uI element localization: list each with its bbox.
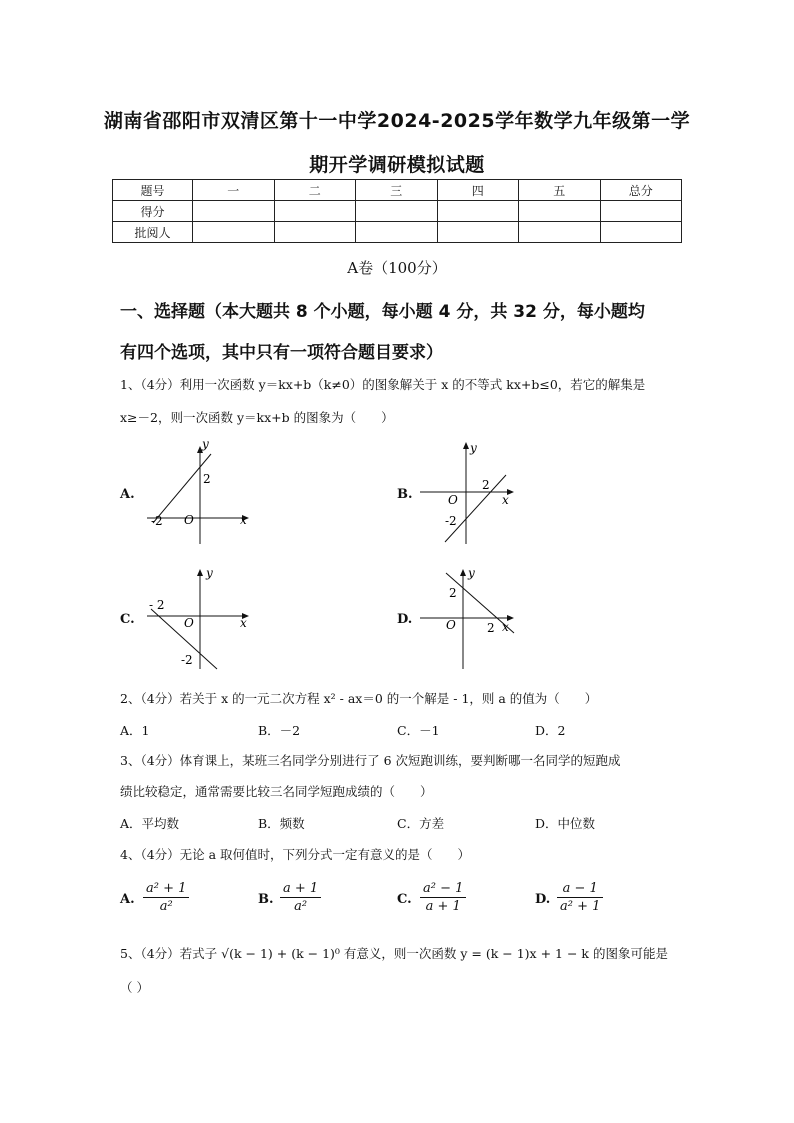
score-row [113,201,682,222]
score-cell[interactable] [437,201,519,222]
header-cell: 四 [437,180,519,201]
numerator: a − 1 [557,880,603,898]
row-label: 得分 [113,201,193,222]
x-axis-label: x [502,620,509,634]
q4-option-c-fraction[interactable] [420,880,466,915]
header-cell: 三 [356,180,438,201]
origin-label: O [184,616,194,630]
origin-label: O [184,513,194,527]
q4-option-b-fraction[interactable] [280,880,321,915]
question-5-line2: （ ） [120,980,149,995]
numerator: a + 1 [280,880,321,898]
function-line [445,475,506,542]
x-axis-label: x [502,493,509,507]
denominator: a + 1 [425,899,461,914]
q3-option-d[interactable]: D．中位数 [535,816,596,831]
y-axis-label: y [470,441,477,455]
header-cell: 一 [193,180,275,201]
q4-option-d-fraction[interactable] [557,880,603,915]
score-cell[interactable] [274,201,356,222]
reviewer-cell[interactable] [274,222,356,243]
option-a-graph[interactable] [145,438,255,548]
header-cell: 总分 [600,180,682,201]
row-label: 批阅人 [113,222,193,243]
reviewer-cell[interactable] [193,222,275,243]
q4-option-b-label[interactable]: B. [258,892,274,907]
question-5-line1: 5、（4分）若式子 √(k − 1) + (k − 1)⁰ 有意义，则一次函数 y = (k − 1)x + 1 − k 的图象可能是 [120,946,668,961]
option-b-graph[interactable] [418,438,528,548]
paper-part-heading: A卷（100分） [347,259,447,277]
section-heading-line1: 一、选择题（本大题共 8 个小题，每小题 4 分，共 32 分，每小题均 [120,302,645,322]
y-intercept-label: -2 [445,514,457,528]
x-intercept-label: -2 [151,514,163,528]
q2-option-c[interactable]: C．－1 [397,723,440,738]
reviewer-cell[interactable] [519,222,601,243]
question-3-line1: 3、（4分）体育课上，某班三名同学分别进行了 6 次短跑训练，要判断哪一名同学的短跑成 [120,753,621,768]
y-axis-arrow [197,569,203,576]
question-3-line2: 绩比较稳定，通常需要比较三名同学短跑成绩的（ ） [120,784,433,799]
y-intercept-label: -2 [181,653,193,667]
header-cell: 题号 [113,180,193,201]
q2-option-a[interactable]: A．1 [120,723,150,738]
y-axis-label: y [206,566,213,580]
numerator: a² + 1 [143,880,189,898]
q3-option-b[interactable]: B．频数 [258,816,305,831]
header-cell: 五 [519,180,601,201]
reviewer-cell[interactable] [356,222,438,243]
score-cell[interactable] [519,201,601,222]
denominator: a² + 1 [560,899,601,914]
section-heading-line2: 有四个选项，其中只有一项符合题目要求） [120,343,443,363]
option-c-label[interactable]: C. [120,612,135,627]
option-a-label[interactable]: A. [120,487,135,502]
reviewer-cell[interactable] [437,222,519,243]
y-axis-arrow [463,442,469,449]
y-intercept-label: 2 [203,472,211,486]
x-intercept-label: 2 [482,478,490,492]
reviewer-row [113,222,682,243]
question-1-line2: x≥－2，则一次函数 y＝kx+b 的图象为（ ） [120,410,394,425]
question-2-line1: 2、（4分）若关于 x 的一元二次方程 x² - ax＝0 的一个解是 - 1，则 a 的值为（ ） [120,691,598,706]
x-intercept-label: 2 [487,621,495,635]
denominator: a² [294,899,308,914]
score-table [112,179,682,243]
question-1-line1: 1、（4分）利用一次函数 y＝kx+b（k≠0）的图象解关于 x 的不等式 kx+b≤0，若它的解集是 [120,377,646,392]
y-axis-label: y [202,437,209,451]
q3-option-c[interactable]: C．方差 [397,816,445,831]
score-cell[interactable] [600,201,682,222]
q4-option-a-label[interactable]: A. [120,892,135,907]
x-intercept-label: - 2 [149,598,165,612]
y-intercept-label: 2 [449,586,457,600]
q4-option-c-label[interactable]: C. [397,892,412,907]
q4-option-d-label[interactable]: D. [535,892,551,907]
option-d-label[interactable]: D. [397,612,413,627]
q2-option-d[interactable]: D．2 [535,723,566,738]
exam-title-line1: 湖南省邵阳市双清区第十一中学2024-2025学年数学九年级第一学 [103,110,691,132]
y-axis-label: y [468,566,475,580]
origin-label: O [448,493,458,507]
q3-option-a[interactable]: A．平均数 [120,816,180,831]
score-cell[interactable] [356,201,438,222]
option-c-graph[interactable] [145,563,255,673]
function-line [153,454,211,523]
option-b-label[interactable]: B. [397,487,413,502]
denominator: a² [159,899,173,914]
header-cell: 二 [274,180,356,201]
y-axis-arrow [460,569,466,576]
q2-option-b[interactable]: B．－2 [258,723,301,738]
exam-title-line2: 期开学调研模拟试题 [309,154,485,176]
option-d-graph[interactable] [418,563,528,673]
reviewer-cell[interactable] [600,222,682,243]
x-axis-label: x [240,513,247,527]
numerator: a² − 1 [420,880,466,898]
score-cell[interactable] [193,201,275,222]
q4-option-a-fraction[interactable] [143,880,189,915]
question-4-line1: 4、（4分）无论 a 取何值时，下列分式一定有意义的是（ ） [120,847,471,862]
score-table-header-row [113,180,682,201]
origin-label: O [446,618,456,632]
x-axis-label: x [240,616,247,630]
